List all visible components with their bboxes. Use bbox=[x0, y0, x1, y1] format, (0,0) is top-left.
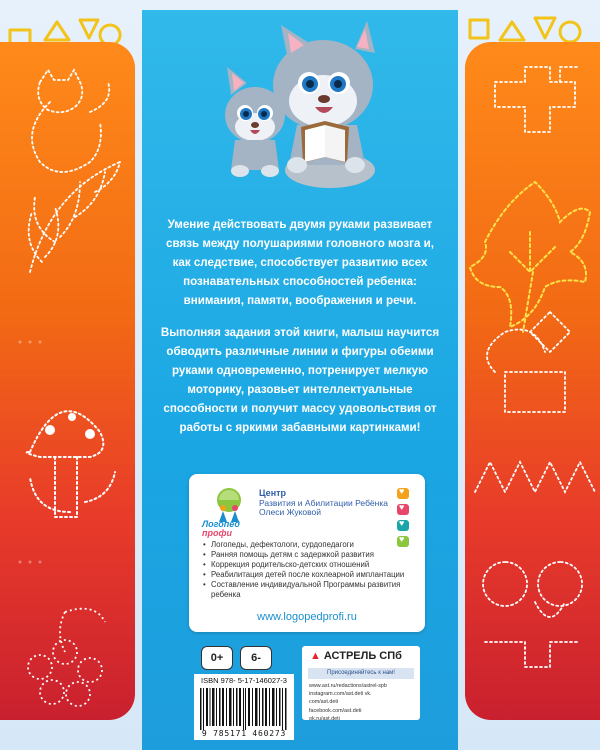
heart-badge-icon bbox=[397, 488, 409, 499]
age-mark-badge: 6- bbox=[240, 646, 272, 670]
logo-line-1: Логопед bbox=[202, 519, 240, 529]
join-us-banner: Присоединяйтесь к нам! bbox=[308, 668, 414, 679]
astrel-logo-icon: ▲ bbox=[310, 650, 321, 662]
publisher-name: АСТРЕЛЬ СПб bbox=[323, 650, 402, 662]
center-name bbox=[259, 489, 388, 518]
logo-line-2: профи bbox=[202, 528, 232, 538]
service-item: • Составление индивидуальной Программы развития ребенка bbox=[203, 580, 415, 600]
isbn-barcode-block bbox=[194, 674, 294, 740]
facebook-link[interactable]: facebook.com/ast.deti bbox=[309, 707, 362, 714]
description-paragraph-2: Выполняя задания этой книги, малыш научится обводить различные линии и фигуры обеими руками одновременно, потренирует мелкую моторику, разовьет интеллектуальные способности и получит массу удовольствия от работы с яркими забавными картинками! bbox=[160, 326, 440, 434]
publisher-links bbox=[309, 682, 387, 723]
vk-link[interactable]: com/ast.deti bbox=[309, 699, 339, 706]
service-item: • Реабилитация детей после кохлеарной имплантации bbox=[203, 570, 415, 580]
instagram-vk-link[interactable]: instagram.com/ast.deti vk. bbox=[309, 691, 372, 698]
heart-badge-icon bbox=[397, 504, 409, 515]
isbn-number: 9 785171 460273 bbox=[201, 729, 287, 738]
publisher-website-link[interactable]: www.ast.ru/redactions/astrel-spb bbox=[309, 683, 387, 689]
center-desc: Развития и Абилитации Ребёнка bbox=[259, 497, 388, 508]
description-paragraph-1: Умение действовать двумя руками развивает связь между полушариями головного мозга и, как следствие, способствует развитию всех познавательных способностей ребенка: внимания, памяти, воображения и речи. bbox=[166, 218, 434, 307]
partner-card bbox=[189, 474, 425, 632]
publisher-name-row bbox=[310, 650, 402, 662]
isbn-label: ISBN 978- 5-17-146027-3 bbox=[201, 676, 287, 685]
heart-badge-icon bbox=[397, 520, 409, 531]
publisher-block bbox=[302, 646, 420, 720]
ok-link[interactable]: ok.ru/ast.deti bbox=[309, 715, 340, 722]
age-rating-badge: 0+ bbox=[201, 646, 233, 670]
service-item: • Коррекция родительско-детских отношений bbox=[203, 560, 415, 570]
service-item: • Ранняя помощь детям с задержкой развития bbox=[203, 550, 415, 560]
center-label: Центр bbox=[259, 488, 287, 498]
partner-website-link[interactable]: www.logopedprofi.ru bbox=[257, 611, 357, 623]
center-person: Олеси Жуковой bbox=[259, 507, 322, 517]
kittens-reading-illustration bbox=[205, 15, 395, 195]
services-list bbox=[203, 540, 415, 600]
left-tracing-panel bbox=[0, 42, 135, 720]
right-tracing-panel bbox=[465, 42, 600, 720]
logo-text bbox=[202, 520, 240, 538]
barcode bbox=[200, 688, 288, 730]
service-item: • Логопеды, дефектологи, сурдопедагоги bbox=[203, 540, 415, 550]
